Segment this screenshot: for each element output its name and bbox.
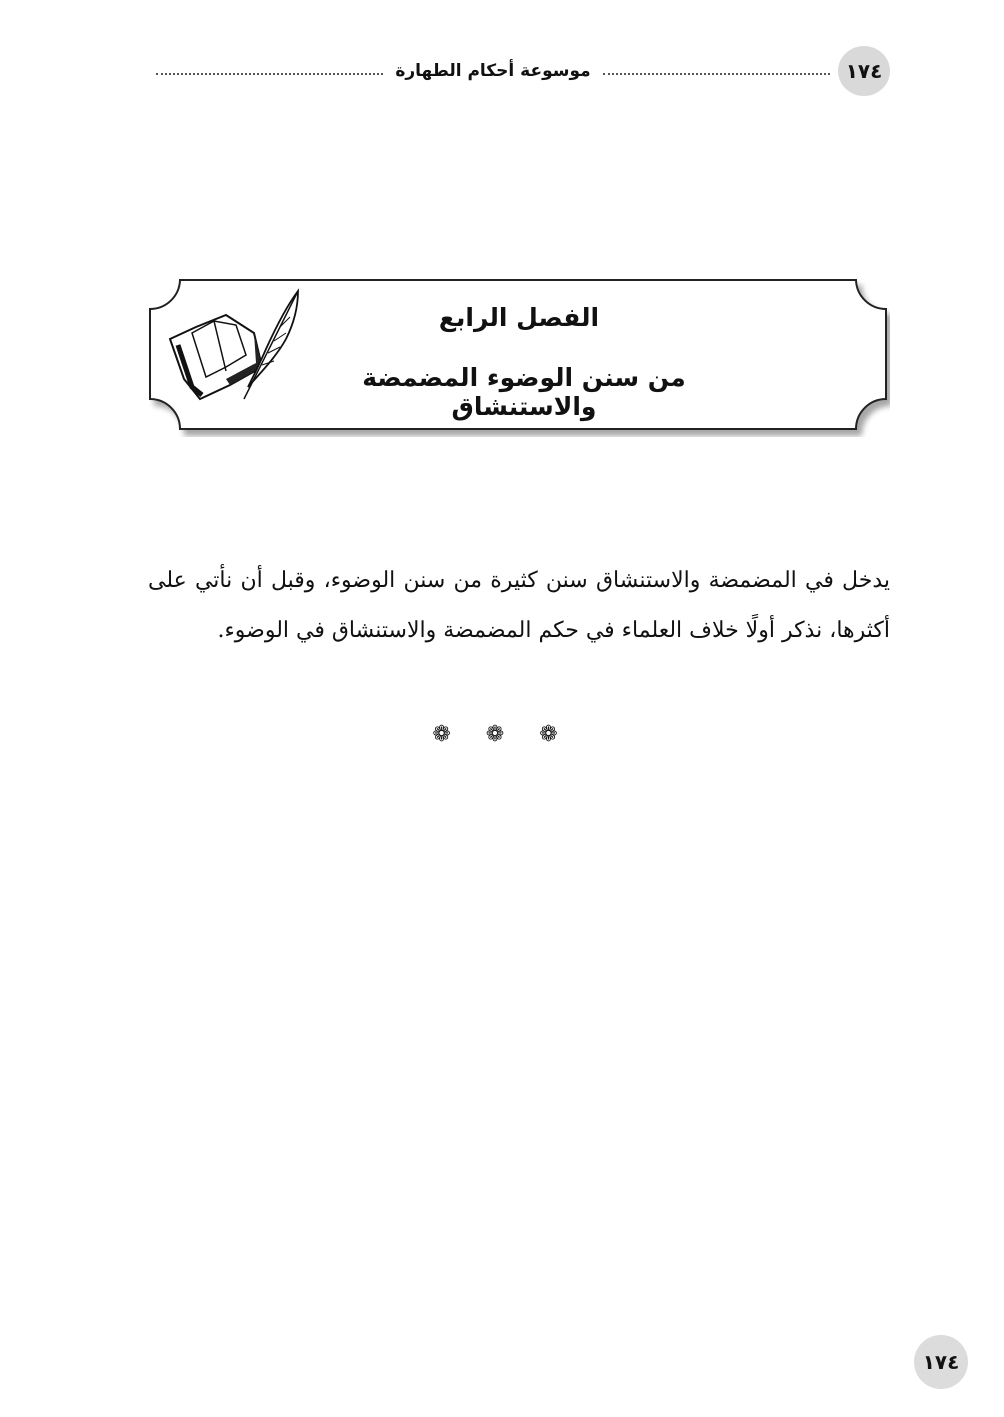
header-leader-left — [156, 73, 383, 75]
section-separator: ❁ ❁ ❁ — [432, 722, 572, 747]
footer-page-number: ١٧٤ — [914, 1335, 968, 1389]
running-header — [148, 46, 890, 96]
chapter-title-frame — [148, 277, 890, 437]
chapter-heading: الفصل الرابع — [438, 303, 600, 332]
book-and-quill-icon — [166, 287, 306, 402]
header-leader-right — [603, 73, 830, 75]
header-book-title: موسوعة أحكام الطهارة — [395, 61, 591, 81]
header-page-number: ١٧٤ — [838, 46, 890, 96]
chapter-subtitle: من سنن الوضوء المضمضة والاستنشاق — [362, 363, 686, 421]
body-paragraph: يدخل في المضمضة والاستنشاق سنن كثيرة من سنن الوضوء، وقبل أن نأتي على أكثرها، نذكر أولًا خلاف العلماء في حكم المضمضة والاستنشاق في الوضوء. — [148, 568, 890, 643]
